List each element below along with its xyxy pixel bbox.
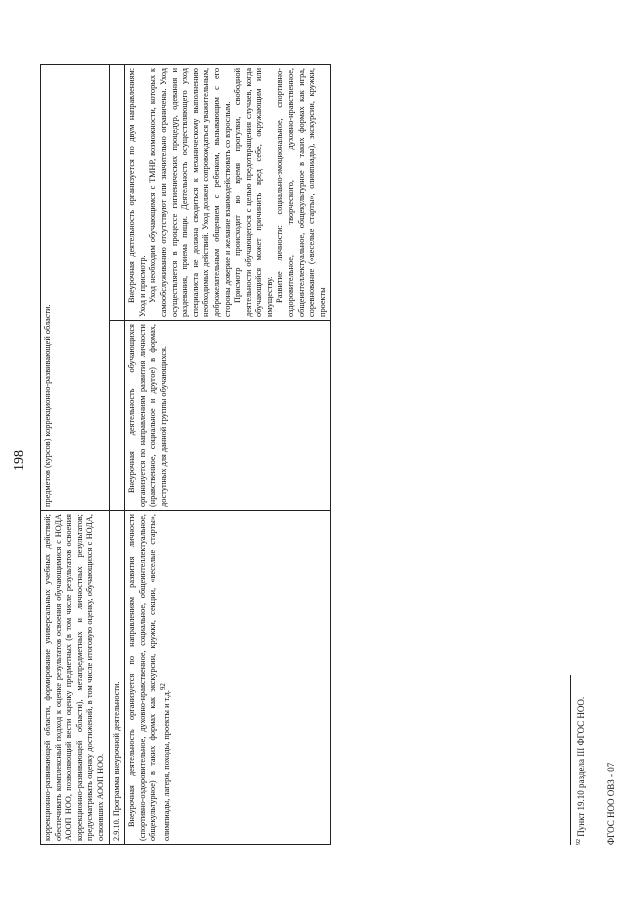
table-row	[125, 64, 331, 844]
comparison-table	[40, 64, 331, 845]
col3-paragraph: Присмотр происходит во время прогулки, свободной деятельности обучающегося с целью предотвращения случаев, когда обучающийся может причинить вред себе, окружающим или имуществу.	[233, 67, 274, 317]
col2-cell	[125, 321, 331, 511]
document-code: ФГОС НОО ОВЗ - 07	[606, 762, 616, 845]
footnote-text: Пункт 19.10 раздела III ФГОС НОО.	[576, 696, 586, 837]
intro-cell: коррекционно-развивающей области, формирование универсальных учебных действий; обеспечивать комплексный подход к оценке результатов освоения обучающимися с НОДА АООП НОО, позволяющий вести оценку предметных (в том числе результатов освоения коррекционно-развивающей области), метапредметных и личностных результатов; предусматривать оценку достижений, в том числе итоговую оценку, обучающихся с НОДА, освоивших АООП НОО.	[41, 511, 110, 845]
intro-cell-right: предметов (курсов) коррекционно-развивающей области.	[41, 64, 110, 510]
empty-cell	[109, 64, 125, 320]
footnote-marker: 92	[576, 839, 582, 845]
col3-paragraph: Развитие личности: социально-эмоциональное, спортивно-оздоровительное, творческого, духовно-нравственное, общеинтеллектуальное, общекультурное в таких формах как игра, соревнование («веселые старты», олимпиады), экскурсии, кружки, проекты	[275, 67, 327, 317]
col3-paragraph: Уход необходим обучающимся с ТМНР, возможности, которых к самообслуживанию отсутствуют или значительно ограничены. Уход осуществляется в процессе гигиенических процедур, одевания и раздевания, приема пищи. Деятельность осуществляющего уход специалиста не должна сводиться к механическому выполнению необходимых действий. Уход должен сопровождаться уважительным, доброжелательным общением с ребенком, вызывающим с его стороны доверие и желание взаимодействовать со взрослым.	[148, 67, 232, 317]
empty-cell	[109, 321, 125, 511]
table-row	[41, 64, 110, 844]
col2-text: Внеурочная деятельность обучающихся организуется по направлениям развития личности (нравственное, социальное и другое) в формах, доступных для данной группы обучающихся.	[127, 324, 168, 507]
col3-paragraph: Внеурочная деятельность организуется по двум направлениям: Уход и присмотр.	[127, 67, 147, 317]
section-heading: 2.9.10. Программа внеурочной деятельности.	[109, 511, 125, 845]
col1-text: Внеурочная деятельность организуется по направлениям развития личности (спортивно-оздоровительное, духовно-нравственное, социальное, общеинтеллектуальное, общекультурное) в таких формах как экскурсии, кружки, секции, «веселые старты», олимпиады, лагеря, походы, проекты и т.д.	[127, 514, 171, 841]
col1-cell	[125, 511, 331, 845]
col3-cell	[125, 64, 331, 320]
footnote-divider	[570, 675, 571, 845]
footnote	[576, 697, 586, 845]
table-row	[109, 64, 125, 844]
footnote-ref: 92	[159, 683, 167, 691]
page-number: 198	[12, 450, 27, 471]
